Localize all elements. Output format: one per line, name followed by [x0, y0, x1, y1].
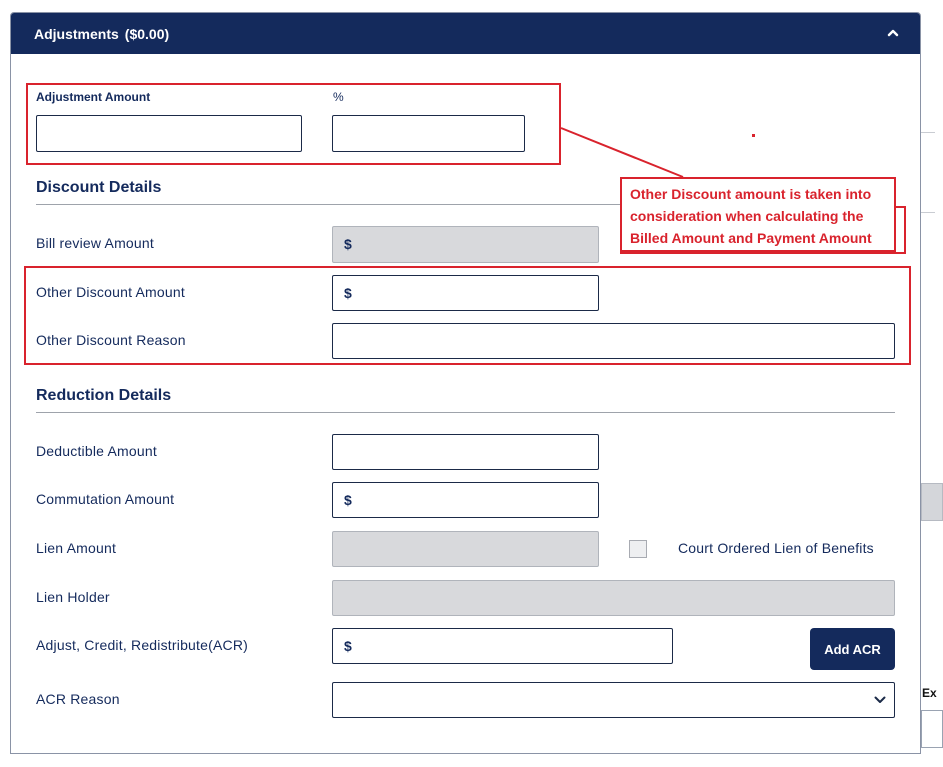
adjustment-amount-label: Adjustment Amount [36, 90, 151, 104]
lien-holder-label: Lien Holder [36, 589, 110, 605]
adjustments-panel-header[interactable] [11, 13, 920, 54]
chevron-up-icon[interactable] [886, 27, 900, 39]
acr-reason-select[interactable] [332, 682, 895, 718]
background-divider [921, 212, 935, 213]
acr-amount-input[interactable] [332, 628, 673, 664]
adjustment-highlight-box [26, 83, 561, 165]
panel-title-text: Adjustments [34, 26, 119, 42]
percent-label: % [333, 90, 344, 104]
court-ordered-lien-label: Court Ordered Lien of Benefits [678, 540, 874, 556]
background-field [921, 483, 943, 521]
other-discount-highlight-box [24, 266, 911, 365]
reduction-details-divider [36, 412, 895, 413]
acr-currency-prefix: $ [344, 638, 352, 654]
background-field [921, 710, 943, 748]
discount-details-heading: Discount Details [36, 179, 162, 196]
commutation-amount-input[interactable] [332, 482, 599, 518]
acr-label: Adjust, Credit, Redistribute(ACR) [36, 637, 248, 653]
other-discount-amount-label: Other Discount Amount [36, 284, 185, 300]
chevron-down-icon [874, 696, 886, 704]
acr-reason-label: ACR Reason [36, 691, 120, 707]
deductible-amount-label: Deductible Amount [36, 443, 157, 459]
background-divider [921, 132, 935, 133]
lien-amount-field [332, 531, 599, 567]
background-label: Ex [922, 686, 937, 700]
commutation-currency-prefix: $ [344, 492, 352, 508]
bill-review-currency-prefix: $ [344, 236, 352, 252]
lien-holder-field [332, 580, 895, 616]
commutation-amount-label: Commutation Amount [36, 491, 175, 507]
reduction-details-heading: Reduction Details [36, 387, 172, 404]
panel-title [34, 26, 169, 42]
bill-review-amount-label: Bill review Amount [36, 235, 154, 251]
other-discount-currency-prefix: $ [344, 285, 352, 301]
other-discount-reason-label: Other Discount Reason [36, 332, 186, 348]
annotation-callout: Other Discount amount is taken into consideration when calculating the Billed Amount and Payment Amount [620, 177, 896, 252]
court-ordered-lien-checkbox[interactable] [629, 540, 647, 558]
lien-amount-label: Lien Amount [36, 540, 117, 556]
bill-review-amount-field [332, 226, 599, 263]
add-acr-button[interactable]: Add ACR [810, 628, 895, 670]
panel-total-amount: ($0.00) [124, 26, 170, 42]
deductible-amount-input[interactable] [332, 434, 599, 470]
